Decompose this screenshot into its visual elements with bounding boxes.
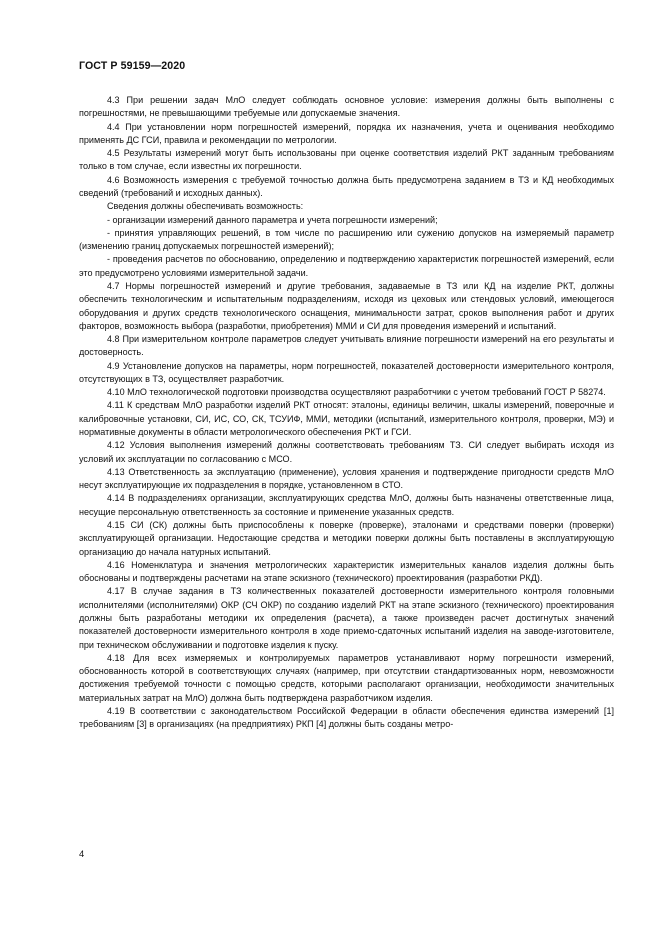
- paragraph-4-8: 4.8 При измерительном контроле параметров следует учитывать влияние погрешности измерений на его результаты и достоверность.: [79, 334, 614, 358]
- paragraph-4-11: 4.11 К средствам МлО разработки изделий РКТ относят: эталоны, единицы величин, шкалы измерений, поверочные и калибровочные установки, СИ, ИС, СО, СК, ТСУИФ, ММИ, методики (испытаний, измерительного контроля, проверки, МЭ) и нормативные документы в области метрологического обеспечения РКТ и ГСИ.: [79, 400, 614, 438]
- paragraph-4-5: 4.5 Результаты измерений могут быть использованы при оценке соответствия изделий РКТ заданным требованиям только в том случае, если известны их погрешности.: [79, 148, 614, 172]
- list-item: - принятия управляющих решений, в том числе по расширению или сужению допусков на измеряемый параметр (изменению границ допускаемых погрешностей измерений);: [79, 227, 614, 252]
- paragraph-4-14: 4.14 В подразделениях организации, эксплуатирующих средства МлО, должны быть назначены ответственные лица, несущие персональную ответственность за состояние и применение указанных средств.: [79, 493, 614, 517]
- paragraph-4-17: 4.17 В случае задания в ТЗ количественных показателей достоверности измерительного контроля головными исполнителями (исполнителями) ОКР (СЧ ОКР) по созданию изделий РКТ на этапе эскизного (технического) проектирования должны быть разработаны методики их определения (расчета), а также произведен расчет достигнутых значений показателей достоверности измерительного контроля в ходе приемо-сдаточных испытаний изделия на заводе-изготовителе, при техническом обслуживании и подготовке изделия к пуску.: [79, 586, 614, 650]
- document-body: [79, 94, 614, 732]
- paragraph-4-15: 4.15 СИ (СК) должны быть приспособлены к поверке (проверке), эталонами и средствами поверки (проверки) эксплуатирующей организации. Недостающие средства и методики поверки должны быть поставлены в эксплуатирующую организацию до начала натурных испытаний.: [79, 520, 614, 557]
- paragraph-4-10: 4.10 МлО технологической подготовки производства осуществляют разработчики с учетом требований ГОСТ Р 58274.: [107, 387, 606, 398]
- paragraph-4-16: 4.16 Номенклатура и значения метрологических характеристик измерительных каналов изделия должны быть обоснованы и подтверждены расчетами на этапе эскизного (технического) проектирования (разработки РКД).: [79, 559, 614, 584]
- paragraph-4-4: 4.4 При установлении норм погрешностей измерений, порядка их назначения, учета и оценивания необходимо применять ДС ГСИ, правила и рекомендации по метрологии.: [79, 121, 614, 145]
- paragraph-info-intro: Сведения должны обеспечивать возможность:: [107, 201, 304, 212]
- document-header: ГОСТ Р 59159—2020: [79, 60, 186, 72]
- page-number: 4: [79, 848, 85, 859]
- paragraph-4-3: 4.3 При решении задач МлО следует соблюдать основное условие: измерения должны быть выполнены с погрешностями, не превышающими требуемые или допускаемые значения.: [79, 95, 614, 119]
- paragraph-4-6: 4.6 Возможность измерения с требуемой точностью должна быть предусмотрена заданием в ТЗ и КД необходимых сведений (требований и исходных данных).: [79, 174, 614, 198]
- list-item: - проведения расчетов по обоснованию, определению и подтверждению характеристик погрешностей измерений, если это предусмотрено условиями измерительной задачи.: [79, 254, 614, 278]
- paragraph-4-19: 4.19 В соответствии с законодательством Российской Федерации в области обеспечения единства измерений [1] требованиям [3] в организациях (на предприятиях) РКП [4] должны быть созданы метро-: [79, 705, 614, 730]
- paragraph-4-13: 4.13 Ответственность за эксплуатацию (применение), условия хранения и подтверждение пригодности средств МлО несут эксплуатирующие их подразделения в порядке, установленном в СТО.: [79, 466, 614, 491]
- paragraph-4-9: 4.9 Установление допусков на параметры, норм погрешностей, показателей достоверности измерительного контроля, отсутствующих в ТЗ, осуществляет разработчик.: [79, 360, 614, 384]
- paragraph-4-7: 4.7 Нормы погрешностей измерений и другие требования, задаваемые в ТЗ или КД на изделие РКТ, должны обеспечить технологическим и испытательным подразделениям, исходя из цеховых или стендовых условий, имеющегося оборудования и других средств технологического оснащения, минимальности затрат, сроков выполнения работ и других факторов, возможность выбора (разработки, приобретения) ММИ и СИ для проведения измерений и испытаний.: [79, 280, 614, 331]
- paragraph-4-12: 4.12 Условия выполнения измерений должны соответствовать требованиям ТЗ. СИ следует выбирать исходя из условий их эксплуатации по согласованию с МСО.: [79, 440, 614, 464]
- list-item: - организации измерений данного параметра и учета погрешности измерений;: [107, 214, 438, 225]
- paragraph-4-18: 4.18 Для всех измеряемых и контролируемых параметров устанавливают норму погрешности измерений, обоснованность которой в соответствующих случаях (например, при отсутствии стандартизованных норм, невозможности достижения требуемой точности с помощью средств, которыми располагают организации, необходимости значительных материальных затрат на МлО) должна быть подтверждена разработчиком изделия.: [79, 652, 614, 703]
